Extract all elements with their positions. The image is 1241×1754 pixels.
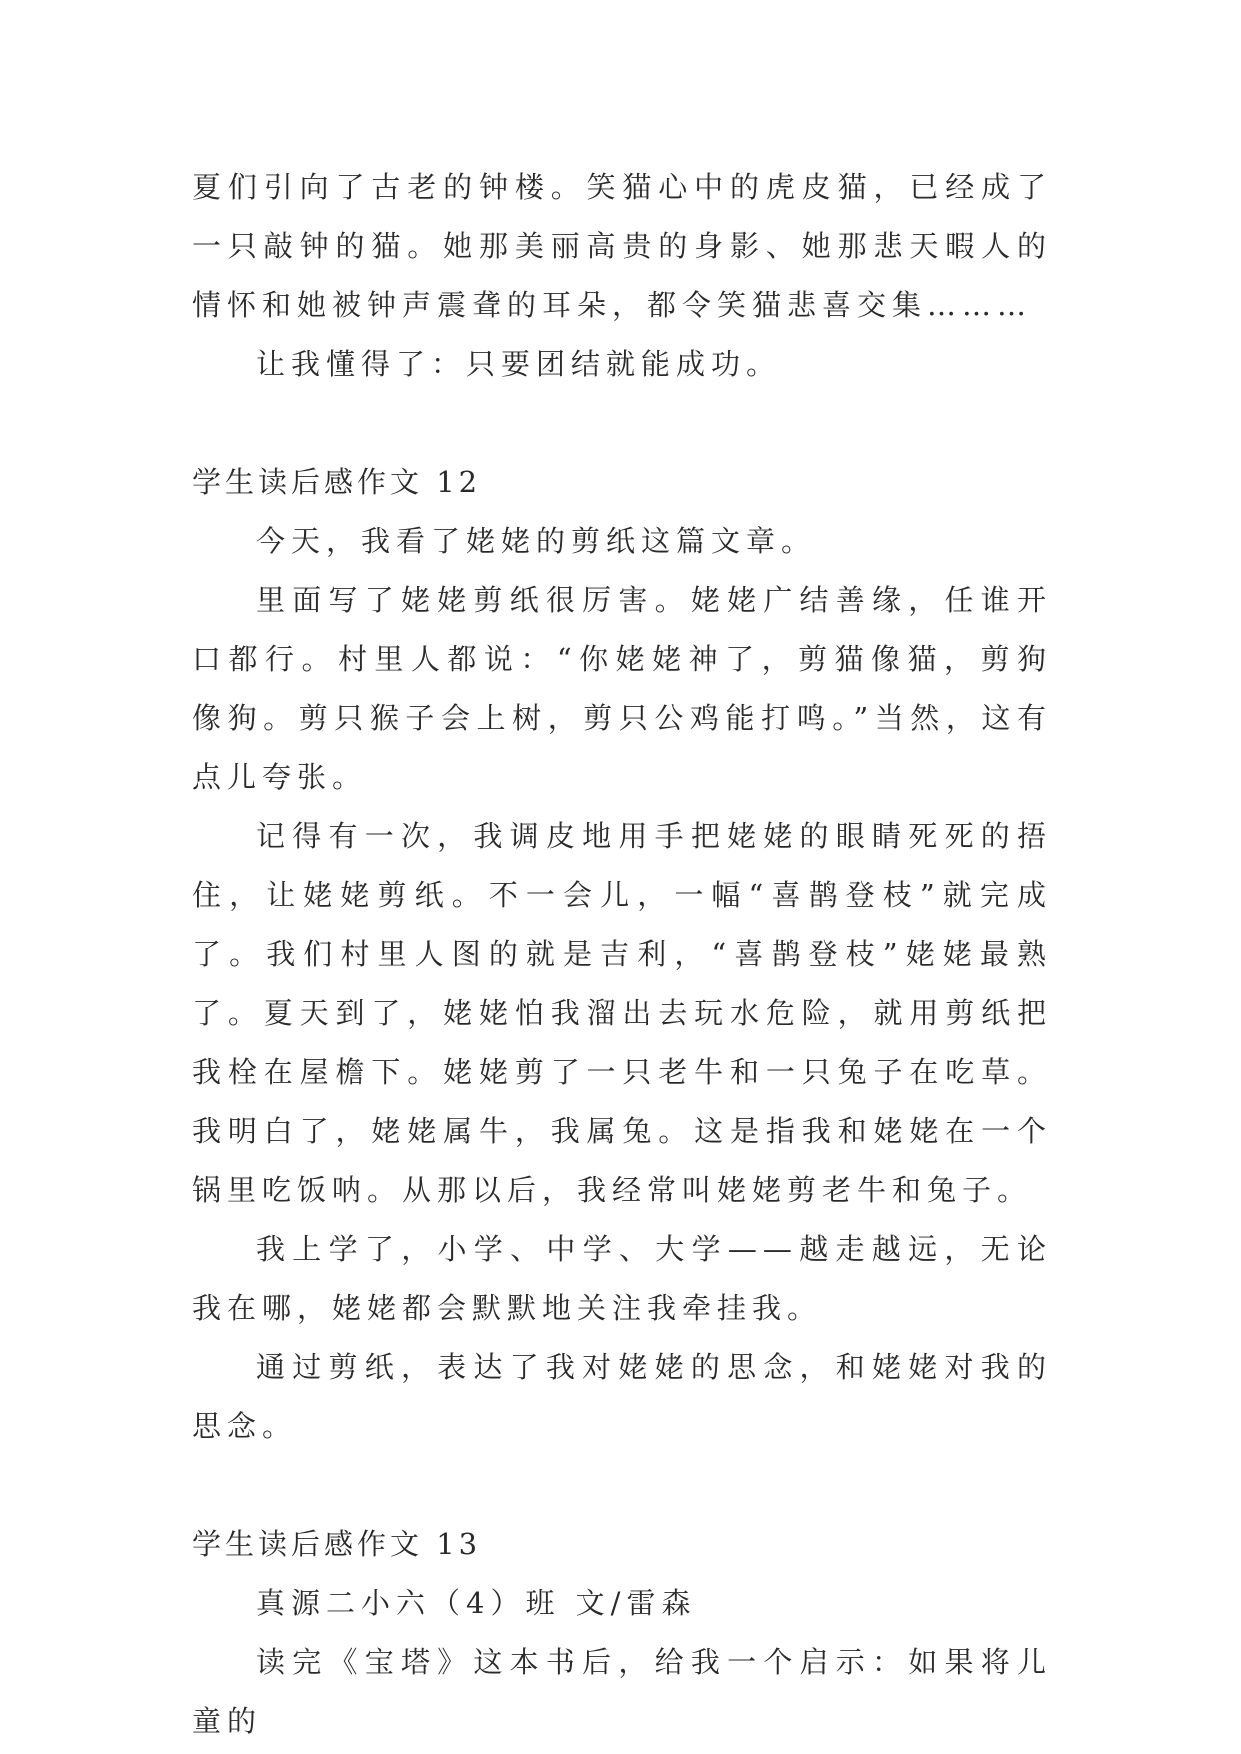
paragraph-conclusion: 让我懂得了：只要团结就能成功。 (256, 347, 782, 381)
paragraph-byline-13: 真源二小六（4）班 文/雷森 (256, 1586, 697, 1620)
section-spacer (192, 1456, 1052, 1515)
paragraph-papercut-skill: 里面写了姥姥剪纸很厉害。姥姥广结善缘，任谁开口都行。村里人都说：“你姥姥神了，剪猫像猫，剪狗像狗。剪只猴子会上树，剪只公鸡能打鸣。”当然，这有点儿夸张。 (192, 583, 1052, 794)
section-heading-13: 学生读后感作文 13 (192, 1527, 482, 1561)
paragraph-ending-12: 通过剪纸，表达了我对姥姥的思念，和姥姥对我的思念。 (192, 1350, 1052, 1443)
paragraph-continued: 夏们引向了古老的钟楼。笑猫心中的虎皮猫，已经成了一只敲钟的猫。她那美丽高贵的身影、她那悲天暇人的情怀和她被钟声震聋的耳朵，都令笑猫悲喜交集……… (192, 170, 1052, 322)
paragraph-intro-13: 读完《宝塔》这本书后，给我一个启示：如果将儿童的 (192, 1645, 1052, 1738)
section-heading-12: 学生读后感作文 12 (192, 465, 482, 499)
paragraph-memory: 记得有一次，我调皮地用手把姥姥的眼睛死死的捂住，让姥姥剪纸。不一会儿，一幅“喜鹊登枝”就完成了。我们村里人图的就是吉利，“喜鹊登枝”姥姥最熟了。夏天到了，姥姥怕我溜出去玩水危险，就用剪纸把我栓在屋檐下。姥姥剪了一只老牛和一只兔子在吃草。我明白了，姥姥属牛，我属兔。这是指我和姥姥在一个锅里吃饭呐。从那以后，我经常叫姥姥剪老牛和兔子。 (192, 819, 1052, 1207)
section-spacer (192, 394, 1052, 453)
document-body (192, 158, 1052, 1751)
paragraph-intro-12: 今天，我看了姥姥的剪纸这篇文章。 (256, 524, 817, 558)
paragraph-school: 我上学了，小学、中学、大学——越走越远，无论我在哪，姥姥都会默默地关注我牵挂我。 (192, 1232, 1052, 1325)
